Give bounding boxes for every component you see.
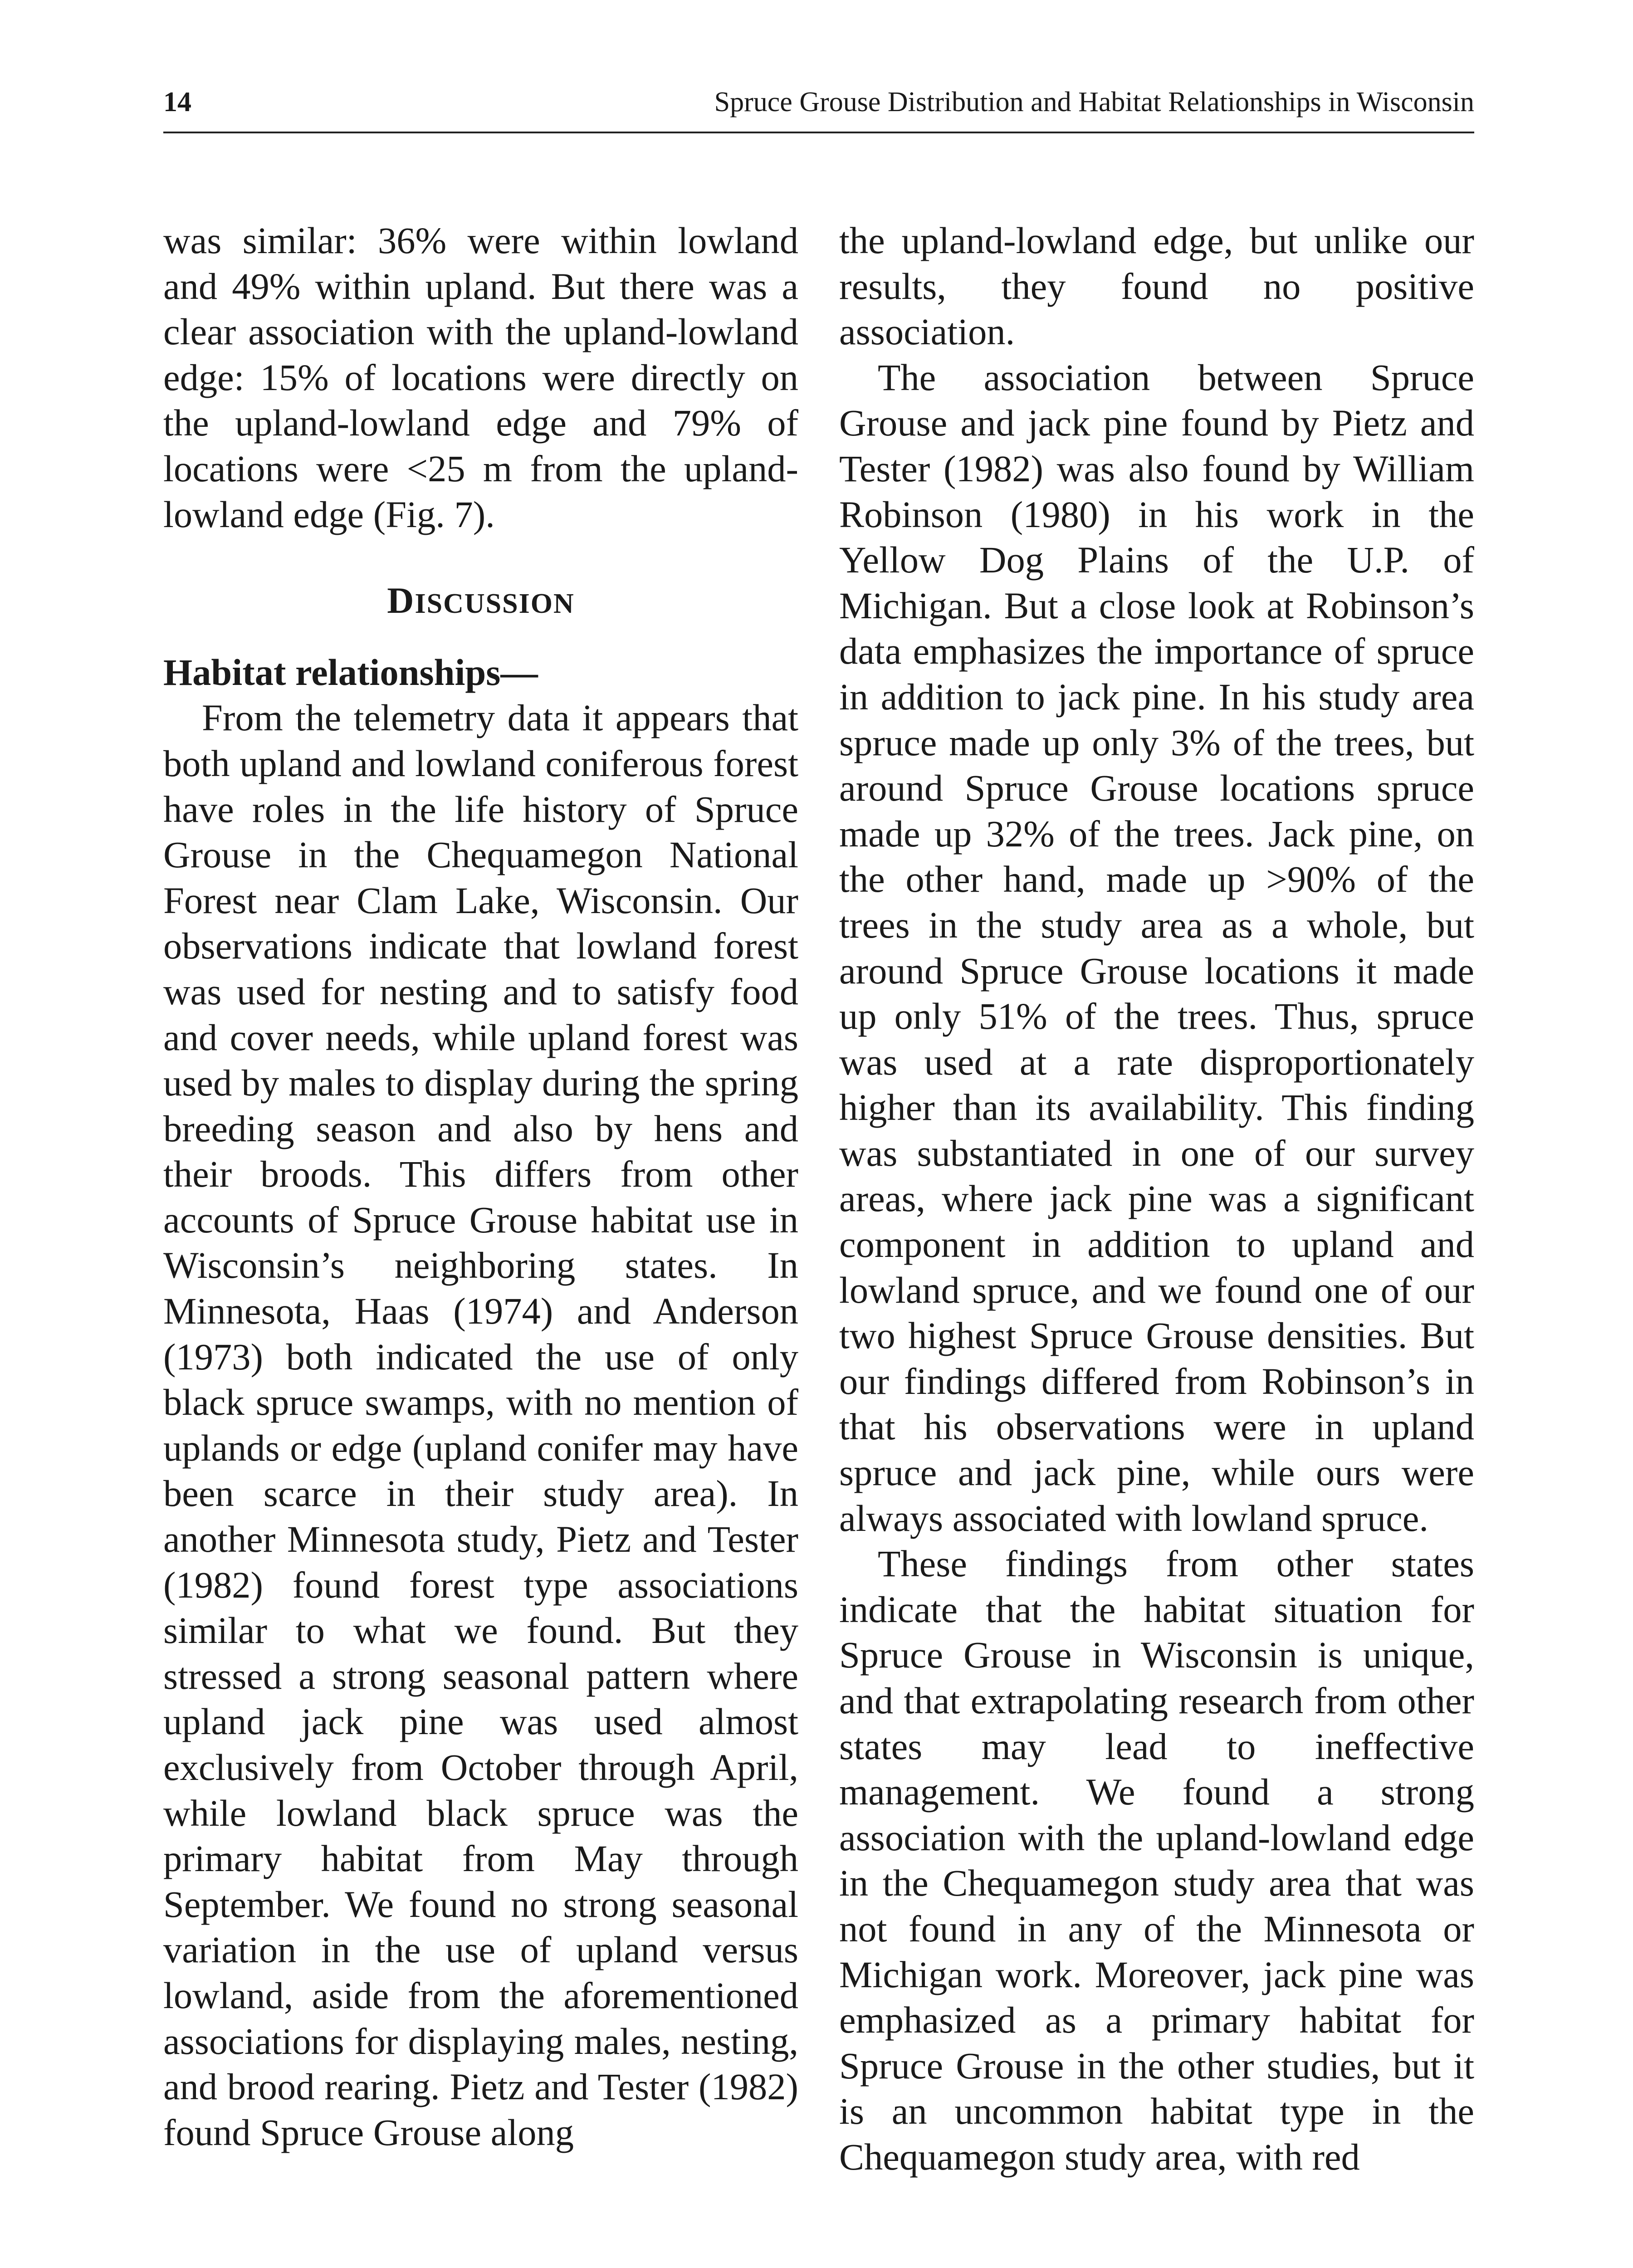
page-number: 14 — [163, 87, 191, 117]
section-heading-discussion — [163, 578, 798, 627]
body-paragraph: The association between Spruce Grouse and jack pine found by Pietz and Tester (1982) was also found by William Robinson (1980) in his work in the Yellow Dog Plains of the U.P. of Michigan. But a close look at Robinson’s data emphasizes the importance of spruce in addition to jack pine. In his study area spruce made up only 3% of the trees, but around Spruce Grouse locations spruce made up 32% of the trees. Jack pine, on the other hand, made up >90% of the trees in the study area as a whole, but around Spruce Grouse locations it made up only 51% of the trees. Thus, spruce was used at a rate disproportionately higher than its availability. This finding was substantiated in one of our survey areas, where jack pine was a significant component in addition to upland and lowland spruce, and we found one of our two highest Spruce Grouse densities. But our findings differed from Robinson’s in that his observations were in upland spruce and jack pine, while ours were always associated with lowland spruce. — [839, 356, 1474, 1539]
body-paragraph: From the telemetry data it appears that both upland and lowland coniferous forest have roles in the life history of Spruce Grouse in the Chequamegon National Forest near Clam Lake, Wisconsin. Our observations indicate that lowland forest was used for nesting and to satisfy food and cover needs, while upland forest was used by males to display during the spring breeding season and also by hens and their broods. This differs from other accounts of Spruce Grouse habitat use in Wisconsin’s neighboring states. In Minnesota, Haas (1974) and Anderson (1973) both indicated the use of only black spruce swamps, with no mention of uplands or edge (upland conifer may have been scarce in their study area). In another Minnesota study, Pietz and Tester (1982) found forest type associations similar to what we found. But they stressed a strong seasonal pattern where upland jack pine was used almost exclusively from October through April, while lowland black spruce was the primary habitat from May through September. We found no strong seasonal variation in the use of upland versus lowland, aside from the aforementioned associations for displaying males, nesting, and brood rearing. Pietz and Tester (1982) found Spruce Grouse along — [163, 697, 798, 2153]
section-heading-rest: ISCUSSION — [415, 588, 575, 620]
left-column — [163, 218, 798, 2155]
right-column — [839, 218, 1474, 2180]
section-heading-initial: D — [387, 580, 415, 621]
running-header — [163, 82, 1474, 133]
subheading-habitat-relationships: Habitat relationships— — [163, 651, 538, 693]
continued-paragraph: the upland-lowland edge, but unlike our results, they found no positive association. — [839, 220, 1474, 353]
continued-paragraph: was similar: 36% were within lowland and 49% within upland. But there was a clear association with the upland-lowland edge: 15% of locations were directly on the upland-lowland edge and 79% of locations were <25 m from the upland-lowland edge (Fig. 7). — [163, 220, 798, 535]
body-paragraph: These findings from other states indicate that the habitat situation for Spruce Grouse in Wisconsin is unique, and that extrapolating research from other states may lead to ineffective management. We found a strong association with the upland-lowland edge in the Chequamegon study area that was not found in any of the Minnesota or Michigan work. Moreover, jack pine was emphasized as a primary habitat for Spruce Grouse in the other studies, but it is an uncommon habitat type in the Chequamegon study area, with red — [839, 1543, 1474, 2178]
running-title: Spruce Grouse Distribution and Habitat Relationships in Wisconsin — [714, 87, 1474, 117]
